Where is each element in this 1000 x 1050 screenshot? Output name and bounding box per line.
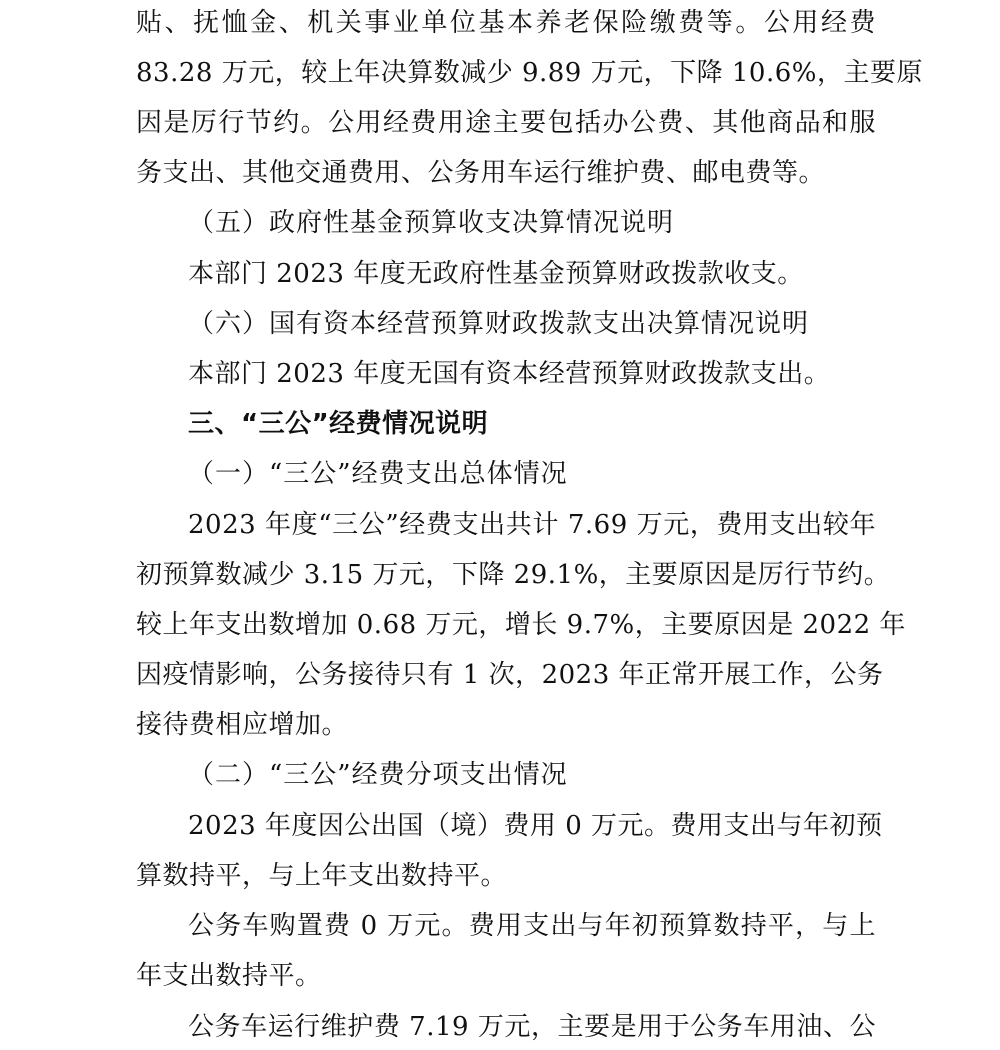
body-text-line: 算数持平，与上年支出数持平。 (136, 861, 508, 891)
body-text-line: 较上年支出数增加 0.68 万元，增长 9.7%，主要原因是 2022 年 (136, 610, 906, 640)
body-text-line: 公务车购置费 0 万元。费用支出与年初预算数持平，与上 (188, 911, 876, 941)
body-text-line: 接待费相应增加。 (136, 710, 349, 740)
section-heading-6: （六）国有资本经营预算财政拨款支出决算情况说明 (188, 309, 810, 339)
section-heading-5: （五）政府性基金预算收支决算情况说明 (188, 208, 675, 238)
body-text-line: 因疫情影响，公务接待只有 1 次，2023 年正常开展工作，公务 (136, 660, 884, 690)
section-heading-2: （二）“三公”经费分项支出情况 (188, 760, 568, 790)
body-text-line: 初预算数减少 3.15 万元，下降 29.1%，主要原因是厉行节约。 (136, 560, 891, 590)
body-text-line: 贴、抚恤金、机关事业单位基本养老保险缴费等。公用经费 (136, 8, 876, 38)
section-heading-1: （一）“三公”经费支出总体情况 (188, 459, 568, 489)
body-text-line: 务支出、其他交通费用、公务用车运行维护费、邮电费等。 (136, 158, 826, 188)
body-text-line: 83.28 万元，较上年决算数减少 9.89 万元，下降 10.6%，主要原 (136, 58, 923, 88)
body-text-line: 2023 年度“三公”经费支出共计 7.69 万元，费用支出较年 (188, 510, 876, 540)
chapter-heading-3: 三、“三公”经费情况说明 (188, 409, 489, 439)
body-text-line: 年支出数持平。 (136, 961, 322, 991)
body-text-line: 因是厉行节约。公用经费用途主要包括办公费、其他商品和服 (136, 108, 876, 138)
body-text-line: 本部门 2023 年度无政府性基金预算财政拨款收支。 (188, 259, 804, 289)
body-text-line: 本部门 2023 年度无国有资本经营预算财政拨款支出。 (188, 359, 831, 389)
body-text-line: 公务车运行维护费 7.19 万元，主要是用于公务车用油、公 (188, 1012, 876, 1042)
body-text-line: 2023 年度因公出国（境）费用 0 万元。费用支出与年初预 (188, 811, 883, 841)
